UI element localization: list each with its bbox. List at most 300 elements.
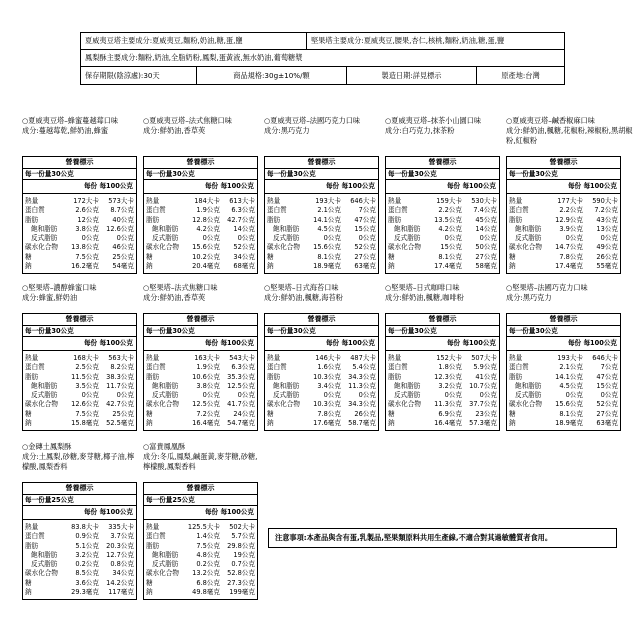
column-headers: [23, 180, 136, 194]
per-serving-value: 184大卡: [194, 197, 220, 205]
product-header: [506, 116, 634, 146]
nutrient-row: [267, 262, 376, 271]
nutrient-name: 蛋白質: [146, 206, 166, 215]
per-serving-value: 1.4公克: [196, 532, 220, 541]
nutrient-name: 脂肪: [146, 215, 160, 224]
nutrient-name: 碳水化合物: [267, 243, 300, 252]
per-100g-value: 646大卡: [592, 354, 618, 362]
nutrient-name: 鈉: [509, 262, 516, 271]
serving-size: 每一份量25公克: [23, 495, 136, 506]
per-100g-value: 8.7公克: [110, 206, 134, 215]
per-100g-value: 0公克: [358, 234, 376, 243]
nutrition-title: 營養標示: [23, 157, 136, 169]
per-100g-header: 每100公克: [341, 182, 375, 190]
per-serving-value: 13.5公克: [434, 215, 462, 224]
per-100g-value: 63毫克: [596, 419, 618, 428]
column-headers: [265, 337, 378, 351]
nutrient-row: [25, 532, 134, 541]
nutrient-name: 蛋白質: [388, 363, 408, 372]
per-100g-value: 613大卡: [229, 197, 255, 205]
nutrient-name: 蛋白質: [146, 363, 166, 372]
per-serving-value: 3.5公克: [75, 381, 99, 390]
nutrient-name: 熱量: [509, 354, 523, 362]
nutrient-row: [25, 253, 134, 262]
per-100g-value: 14.2公克: [106, 578, 134, 587]
per-serving-value: 8.1公克: [438, 252, 462, 261]
nutrient-name: 糖: [146, 578, 153, 587]
per-serving-value: 17.6毫克: [313, 419, 341, 428]
nutrition-facts-table: [264, 156, 379, 274]
info-table: [80, 32, 565, 85]
shelf-life: 保存期限(陰涼處):30天: [85, 70, 160, 80]
nutrient-name: 蛋白質: [146, 532, 166, 541]
nutrient-row: [25, 197, 134, 206]
per-serving-value: 12.3公克: [434, 372, 462, 381]
per-100g-value: 52公克: [596, 400, 618, 409]
serving-size: 每一份量30公克: [386, 169, 499, 180]
per-100g-value: 29.8公克: [227, 541, 255, 550]
nutrient-row: [267, 363, 376, 372]
nutrient-name: 鈉: [267, 262, 274, 271]
nutrient-name: 蛋白質: [25, 206, 45, 215]
nutrient-name: 飽和脂肪: [515, 224, 542, 233]
nutrient-name: 反式脂肪: [31, 234, 58, 243]
nutrient-row: [388, 225, 497, 234]
per-serving-value: 13.8公克: [71, 243, 99, 252]
per-100g-value: 40公克: [112, 215, 134, 224]
nutrient-name: 熱量: [388, 197, 402, 205]
per-serving-value: 4.2公克: [438, 224, 462, 233]
nutrient-name: 碳水化合物: [509, 400, 542, 409]
nutrient-row: [25, 569, 134, 578]
per-100g-header: 每100公克: [220, 182, 254, 190]
product-header: [22, 116, 142, 136]
nutrient-row: [388, 262, 497, 271]
nutrition-title: 營養標示: [23, 314, 136, 326]
product-ingredients: 成分:蜂蜜,鮮奶油: [22, 293, 78, 302]
serving-size: 每一份量30公克: [144, 326, 257, 337]
per-serving-value: 7.8公克: [559, 252, 583, 261]
nutrition-title: 營養標示: [386, 157, 499, 169]
column-headers: [386, 337, 499, 351]
per-100g-value: 12.7公克: [106, 550, 134, 559]
nutrient-row: [146, 363, 255, 372]
nutrient-name: 鈉: [509, 419, 516, 428]
nutrition-facts-table: [22, 313, 137, 431]
per-100g-value: 7.2公克: [594, 206, 618, 215]
nutrient-row: [388, 400, 497, 409]
per-serving-value: 3.2公克: [438, 381, 462, 390]
serving-size: 每一份量30公克: [23, 169, 136, 180]
per-serving-value: 12.9公克: [555, 215, 583, 224]
per-100g-value: 0公克: [479, 234, 497, 243]
per-100g-value: 38.3公克: [106, 372, 134, 381]
per-100g-value: 34公克: [233, 252, 255, 261]
nutrition-facts-table: [385, 156, 500, 274]
column-headers: [23, 506, 136, 520]
nutrient-row: [509, 243, 618, 252]
product-header: [506, 283, 626, 303]
nutrient-row: [388, 382, 497, 391]
product-title: ○夏威夷豆塔–法國巧克力口味: [264, 116, 361, 125]
product-title: ○金磚土鳳梨酥: [22, 442, 72, 451]
nutrient-row: [388, 253, 497, 262]
per-100g-value: 8.2公克: [110, 363, 134, 372]
nutrient-name: 脂肪: [388, 215, 402, 224]
nutrition-facts-table: [143, 313, 258, 431]
per-100g-value: 530大卡: [471, 197, 497, 205]
per-serving-value: 1.6公克: [317, 363, 341, 372]
product-title: ○富貴鳳凰酥: [143, 442, 186, 451]
per-serving-value: 1.9公克: [196, 206, 220, 215]
nutrient-row: [146, 569, 255, 578]
nutrient-name: 飽和脂肪: [31, 381, 58, 390]
per-serving-value: 17.4毫克: [555, 262, 583, 271]
nutrition-facts-table: [264, 313, 379, 431]
nutrient-row: [509, 197, 618, 206]
nutrient-row: [146, 382, 255, 391]
per-100g-value: 6.3公克: [231, 206, 255, 215]
per-100g-value: 46公克: [112, 243, 134, 252]
nutrition-title: 營養標示: [265, 314, 378, 326]
nutrient-row: [146, 579, 255, 588]
product-title: ○夏威夷豆塔–鹹香椒麻口味: [506, 116, 595, 125]
per-serving-value: 0公克: [565, 391, 583, 400]
per-100g-value: 42.7公克: [106, 400, 134, 409]
nutrient-name: 碳水化合物: [146, 400, 179, 409]
per-100g-value: 24公克: [233, 409, 255, 418]
per-serving-value: 0公克: [444, 391, 462, 400]
nutrient-name: 糖: [25, 252, 32, 261]
nutrient-row: [25, 400, 134, 409]
nutrient-name: 脂肪: [267, 372, 281, 381]
nutrient-name: 反式脂肪: [273, 234, 300, 243]
nutrient-row: [509, 419, 618, 428]
per-serving-header: 每份: [567, 182, 582, 190]
per-100g-value: 52公克: [354, 243, 376, 252]
product-header: [385, 283, 505, 303]
per-serving-header: 每份: [204, 339, 219, 347]
nutrient-row: [146, 197, 255, 206]
column-headers: [144, 506, 257, 520]
nutrient-row: [388, 410, 497, 419]
per-serving-value: 49.8毫克: [192, 588, 220, 597]
nutrient-row: [146, 206, 255, 215]
per-100g-value: 45公克: [475, 215, 497, 224]
nutrient-name: 脂肪: [146, 372, 160, 381]
nutrient-row: [25, 354, 134, 363]
per-serving-value: 13.2公克: [192, 569, 220, 578]
per-serving-header: 每份: [446, 339, 461, 347]
nutrition-facts-table: [506, 313, 621, 431]
per-100g-value: 646大卡: [350, 197, 376, 205]
nutrition-title: 營養標示: [144, 483, 257, 495]
nutrient-row: [146, 400, 255, 409]
nutrient-name: 熱量: [146, 197, 160, 205]
nutrient-row: [146, 551, 255, 560]
nutrition-facts-table: [506, 156, 621, 274]
nutrient-name: 糖: [146, 409, 153, 418]
per-100g-header: 每100公克: [583, 182, 617, 190]
nutrient-row: [267, 410, 376, 419]
nutrient-name: 鈉: [25, 588, 32, 597]
per-100g-value: 199毫克: [229, 588, 255, 597]
product-ingredients: 成分:鮮奶油,楓糖,海苔粉: [264, 293, 343, 302]
nutrient-row: [509, 400, 618, 409]
nutrient-name: 糖: [509, 409, 516, 418]
nutrient-row: [25, 588, 134, 597]
per-serving-value: 159大卡: [436, 197, 462, 205]
per-100g-value: 47公克: [354, 215, 376, 224]
per-100g-value: 0公克: [479, 391, 497, 400]
nutrient-name: 脂肪: [146, 541, 160, 550]
nutrient-row: [509, 373, 618, 382]
per-100g-value: 487大卡: [350, 354, 376, 362]
nutrition-title: 營養標示: [265, 157, 378, 169]
per-100g-value: 27公克: [596, 409, 618, 418]
per-serving-value: 7.8公克: [317, 409, 341, 418]
product-header: [143, 116, 263, 136]
per-serving-value: 0.2公克: [75, 560, 99, 569]
nutrient-row: [25, 262, 134, 271]
per-serving-value: 0公克: [81, 391, 99, 400]
per-serving-value: 2.1公克: [559, 363, 583, 372]
per-100g-value: 57.3毫克: [469, 419, 497, 428]
nutrient-row: [25, 216, 134, 225]
per-serving-value: 29.3毫克: [71, 588, 99, 597]
per-100g-header: 每100公克: [220, 508, 254, 516]
per-serving-header: 每份: [325, 182, 340, 190]
per-serving-value: 10.2公克: [192, 252, 220, 261]
nutrition-title: 營養標示: [507, 314, 620, 326]
nutrient-name: 蛋白質: [509, 363, 529, 372]
per-100g-value: 26公克: [354, 409, 376, 418]
product-header: [22, 283, 142, 303]
nutrition-title: 營養標示: [507, 157, 620, 169]
per-100g-value: 12.6公克: [106, 224, 134, 233]
per-100g-value: 12.5公克: [227, 381, 255, 390]
nutrient-row: [509, 216, 618, 225]
per-100g-value: 20.3公克: [106, 541, 134, 550]
per-100g-value: 5.9公克: [473, 363, 497, 372]
per-serving-value: 15公克: [440, 243, 462, 252]
column-headers: [507, 337, 620, 351]
nutrient-name: 熱量: [388, 354, 402, 362]
per-serving-value: 10.6公克: [192, 372, 220, 381]
nutrient-row: [25, 225, 134, 234]
serving-size: 每一份量30公克: [144, 169, 257, 180]
per-100g-value: 58毫克: [475, 262, 497, 271]
product-ingredients: 成分:黑巧克力: [264, 126, 310, 135]
per-serving-header: 每份: [83, 182, 98, 190]
per-serving-value: 125.5大卡: [187, 523, 220, 531]
nutrient-name: 反式脂肪: [394, 234, 421, 243]
mfg-date: 製造日期:詳見標示: [346, 67, 476, 84]
product-ingredients: 成分:鮮奶油,香草莢: [143, 293, 206, 302]
per-100g-value: 27.3公克: [227, 578, 255, 587]
per-serving-value: 146大卡: [315, 354, 341, 362]
per-100g-value: 5.7公克: [231, 532, 255, 541]
nutrient-name: 碳水化合物: [146, 243, 179, 252]
per-serving-value: 16.4毫克: [192, 419, 220, 428]
nutrient-row: [146, 253, 255, 262]
nutrient-name: 糖: [388, 252, 395, 261]
per-100g-value: 15公克: [354, 224, 376, 233]
product-ingredients: 成分:鮮奶油,楓糖,咖啡粉: [385, 293, 464, 302]
per-100g-value: 10.7公克: [469, 381, 497, 390]
nutrient-name: 熱量: [25, 197, 39, 205]
nutrition-title: 營養標示: [23, 483, 136, 495]
nutrient-row: [25, 382, 134, 391]
nutrient-name: 熱量: [25, 354, 39, 362]
per-100g-header: 每100公克: [99, 339, 133, 347]
per-100g-value: 52.5毫克: [106, 419, 134, 428]
nutrient-name: 碳水化合物: [267, 400, 300, 409]
nutrient-row: [146, 243, 255, 252]
per-serving-header: 每份: [83, 508, 98, 516]
per-100g-value: 543大卡: [229, 354, 255, 362]
per-serving-header: 每份: [446, 182, 461, 190]
per-serving-value: 83.8大卡: [71, 523, 99, 531]
per-100g-value: 0.7公克: [231, 560, 255, 569]
per-100g-header: 每100公克: [99, 182, 133, 190]
macadamia-ingredients: 夏威夷豆塔主要成分:夏威夷豆,麵粉,奶油,糖,蛋,鹽: [85, 36, 243, 45]
per-100g-value: 19公克: [233, 550, 255, 559]
per-100g-header: 每100公克: [341, 339, 375, 347]
per-serving-value: 0.9公克: [75, 532, 99, 541]
nutrient-name: 反式脂肪: [152, 560, 179, 569]
per-serving-value: 2.2公克: [559, 206, 583, 215]
nutrient-row: [25, 363, 134, 372]
nutrient-name: 脂肪: [25, 541, 39, 550]
per-100g-value: 41公克: [475, 372, 497, 381]
nutrient-name: 反式脂肪: [152, 391, 179, 400]
nutrient-name: 飽和脂肪: [394, 381, 421, 390]
nutrition-facts-table: [22, 482, 137, 600]
nutrient-name: 碳水化合物: [25, 243, 58, 252]
per-serving-value: 3.4公克: [317, 381, 341, 390]
per-100g-value: 27公克: [475, 252, 497, 261]
nutrient-name: 熱量: [146, 523, 160, 531]
per-serving-value: 0公克: [444, 234, 462, 243]
product-title: ○堅果塔–濃醇蜂蜜口味: [22, 283, 97, 292]
product-ingredients: 成分:黑巧克力: [506, 293, 552, 302]
per-serving-value: 12.5公克: [192, 400, 220, 409]
origin: 原產地:台灣: [476, 67, 564, 84]
per-100g-value: 0.8公克: [110, 560, 134, 569]
per-serving-value: 17.4毫克: [434, 262, 462, 271]
nutrient-name: 脂肪: [509, 372, 523, 381]
per-serving-value: 15.6公克: [313, 243, 341, 252]
per-100g-value: 15公克: [596, 381, 618, 390]
nutrient-name: 飽和脂肪: [152, 550, 179, 559]
per-serving-value: 8.1公克: [317, 252, 341, 261]
nutrient-name: 糖: [146, 252, 153, 261]
per-100g-value: 47公克: [596, 372, 618, 381]
per-serving-value: 0公克: [323, 234, 341, 243]
nutrient-name: 蛋白質: [267, 363, 287, 372]
serving-size: 每一份量30公克: [265, 326, 378, 337]
nutrient-name: 熱量: [509, 197, 523, 205]
nutrient-row: [509, 225, 618, 234]
nutrient-name: 蛋白質: [25, 363, 45, 372]
nut-tart-ingredients: 堅果塔主要成分:夏威夷豆,腰果,杏仁,核桃,麵粉,奶油,糖,蛋,鹽: [306, 33, 564, 49]
nutrient-name: 脂肪: [267, 215, 281, 224]
per-serving-value: 20.4毫克: [192, 262, 220, 271]
per-100g-header: 每100公克: [99, 508, 133, 516]
nutrient-row: [25, 419, 134, 428]
nutrient-name: 蛋白質: [267, 206, 287, 215]
nutrient-row: [388, 243, 497, 252]
per-serving-header: 每份: [83, 339, 98, 347]
nutrient-row: [267, 354, 376, 363]
nutrient-row: [146, 354, 255, 363]
nutrient-name: 鈉: [146, 262, 153, 271]
nutrition-facts-table: [385, 313, 500, 431]
per-serving-value: 0公克: [81, 234, 99, 243]
per-100g-value: 52公克: [233, 243, 255, 252]
per-100g-value: 50公克: [475, 243, 497, 252]
per-100g-value: 68毫克: [233, 262, 255, 271]
nutrient-row: [146, 225, 255, 234]
nutrient-row: [267, 197, 376, 206]
product-ingredients: 成分:土鳳梨,砂糖,麥芽糖,椰子油,檸檬酸,鳳梨香料: [22, 452, 135, 471]
nutrient-row: [146, 262, 255, 271]
per-serving-value: 163大卡: [194, 354, 220, 362]
serving-size: 每一份量25公克: [144, 495, 257, 506]
per-100g-value: 26公克: [596, 252, 618, 261]
nutrient-name: 糖: [25, 409, 32, 418]
per-100g-value: 11.7公克: [106, 381, 134, 390]
per-serving-value: 2.6公克: [75, 206, 99, 215]
nutrient-row: [25, 206, 134, 215]
per-serving-value: 7.5公克: [75, 409, 99, 418]
per-serving-value: 11.3公克: [434, 400, 462, 409]
per-100g-value: 563大卡: [108, 354, 134, 362]
nutrient-row: [388, 373, 497, 382]
nutrient-row: [146, 542, 255, 551]
per-serving-value: 15.8毫克: [71, 419, 99, 428]
nutrient-row: [25, 551, 134, 560]
nutrient-row: [146, 373, 255, 382]
nutrient-name: 碳水化合物: [388, 400, 421, 409]
per-100g-header: 每100公克: [462, 339, 496, 347]
per-serving-value: 3.8公克: [75, 224, 99, 233]
per-100g-value: 0公克: [600, 234, 618, 243]
product-title: ○堅果塔–法式焦糖口味: [143, 283, 218, 292]
per-serving-header: 每份: [204, 508, 219, 516]
nutrient-row: [509, 354, 618, 363]
per-serving-value: 0公克: [323, 391, 341, 400]
product-spec: 商品規格:30g±10%/顆: [196, 67, 346, 84]
nutrient-row: [509, 410, 618, 419]
serving-size: 每一份量30公克: [23, 326, 136, 337]
per-serving-value: 15.6公克: [192, 243, 220, 252]
pineapple-cake-ingredients: 鳳梨酥主要成分:麵粉,奶油,全脂奶粉,鳳梨,蛋黃液,無水奶油,葡萄糖漿: [85, 53, 303, 62]
per-100g-value: 43公克: [596, 215, 618, 224]
per-100g-value: 0公克: [116, 391, 134, 400]
nutrient-name: 熱量: [267, 197, 281, 205]
product-header: [264, 283, 384, 303]
per-serving-value: 12.8公克: [192, 215, 220, 224]
nutrient-row: [25, 243, 134, 252]
per-100g-value: 0公克: [358, 391, 376, 400]
nutrient-name: 鈉: [388, 262, 395, 271]
nutrition-title: 營養標示: [386, 314, 499, 326]
product-ingredients: 成分:白巧克力,抹茶粉: [385, 126, 455, 135]
allergen-notice: 注意事項:本產品與含有蛋,乳製品,堅果類原料共用生產線,不適合對其過敏體質者食用。: [268, 528, 617, 548]
per-100g-value: 63毫克: [354, 262, 376, 271]
